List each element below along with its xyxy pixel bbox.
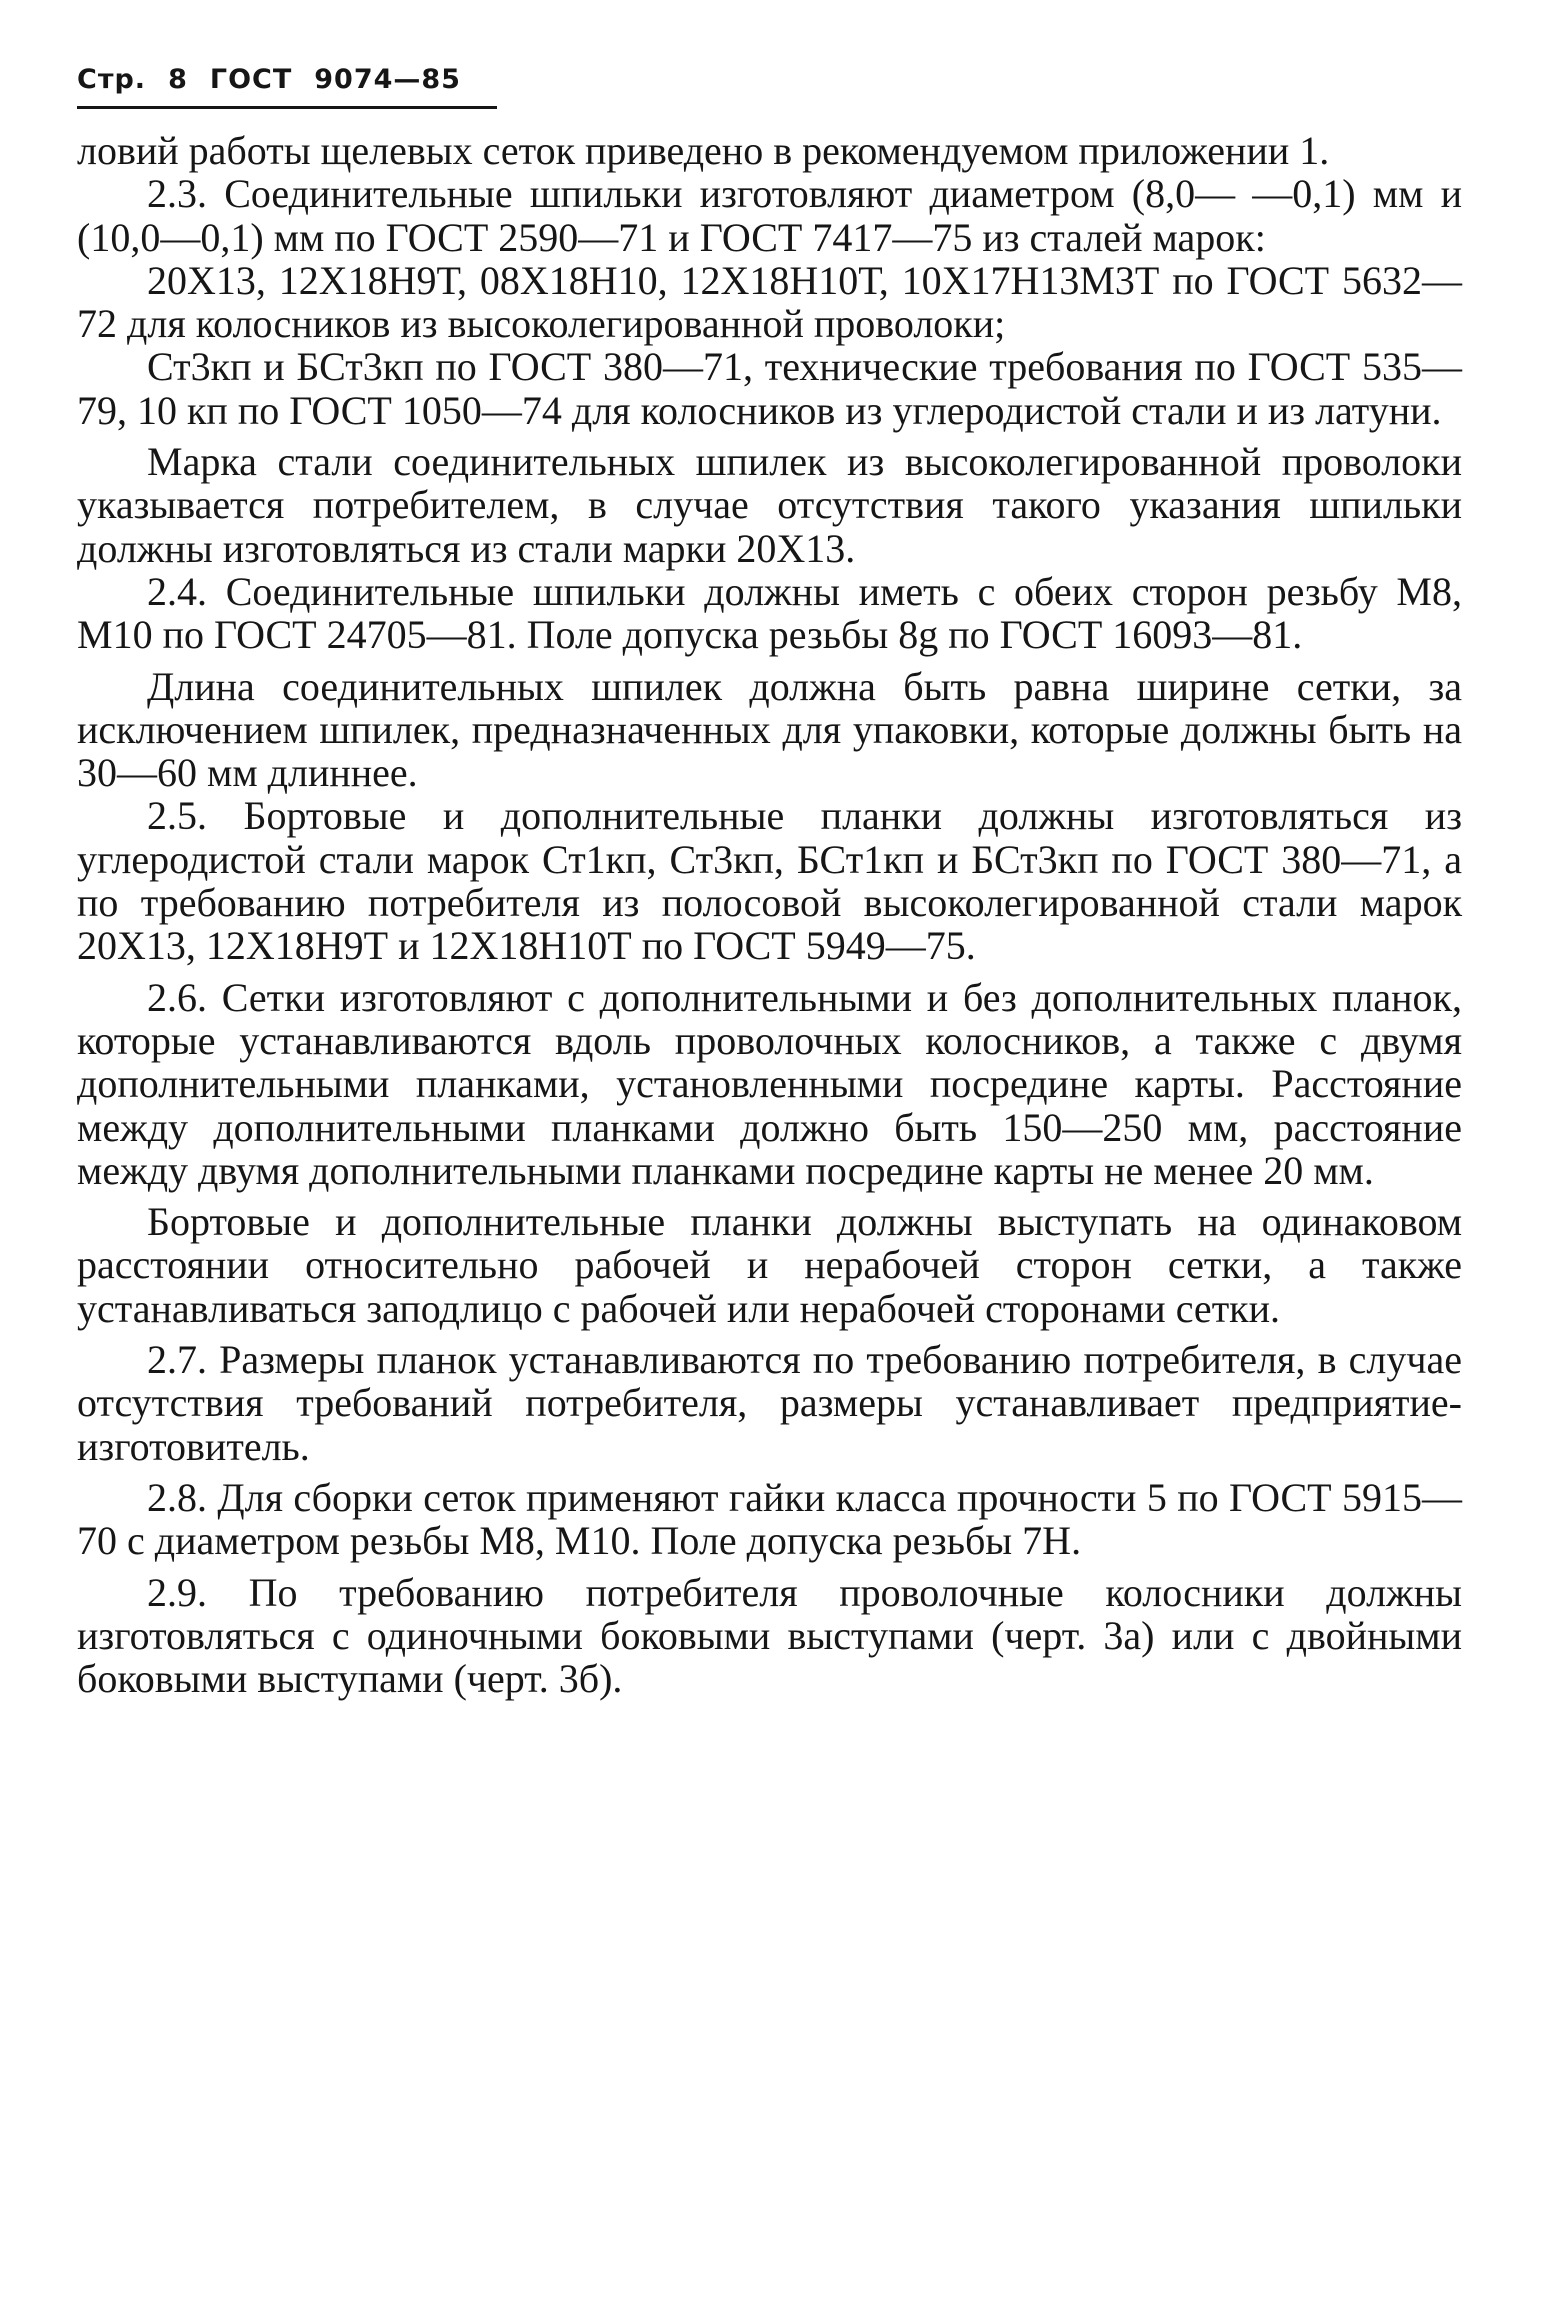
paragraph-stud-length: Длина соединительных шпилек должна быть равна ширине сетки, за исключением шпилек, предназначенных для упаковки, которые должны быть на 30—60 мм длиннее. xyxy=(77,663,1462,796)
page-number: 8 xyxy=(168,64,188,95)
paragraph-steel-grades-high-alloy: 20Х13, 12Х18Н9Т, 08Х18Н10, 12Х18Н10Т, 10Х17Н13М3Т по ГОСТ 5632—72 для колосников из высоколегированной проволоки; xyxy=(77,257,1462,347)
paragraph-steel-grade-note: Марка стали соединительных шпилек из высоколегированной проволоки указывается потребителем, в случае отсутствия такого указания шпильки должны изготовляться из стали марки 20Х13. xyxy=(77,439,1462,571)
paragraph-2-6: 2.6. Сетки изготовляют с дополнительными и без дополнительных планок, которые устанавливаются вдоль проволочных колосников, а также с двумя дополнительными планками, установленными посредине карты. Расстояние между дополнительными планками должно быть 150—250 мм, расстояние между двумя дополнительными планками посредине карты не менее 20 мм. xyxy=(77,974,1462,1193)
header-rule xyxy=(77,106,497,109)
paragraph-2-4: 2.4. Соединительные шпильки должны иметь с обеих сторон резьбу М8, М10 по ГОСТ 24705—81. Поле допуска резьбы 8g по ГОСТ 16093—81. xyxy=(77,568,1462,658)
page-label: Стр. xyxy=(77,64,147,95)
standard-label: ГОСТ xyxy=(209,64,293,95)
document-page xyxy=(77,58,1462,1700)
paragraph-bars-protrusion: Бортовые и дополнительные планки должны выступать на одинаковом расстоянии относительно рабочей и нерабочей сторон сетки, а также устанавливаться заподлицо с рабочей или нерабочей сторонами сетки. xyxy=(77,1199,1462,1331)
paragraph-2-9: 2.9. По требованию потребителя проволочные колосники должны изготовляться с одиночными боковыми выступами (черт. 3а) или с двойными боковыми выступами (черт. 3б). xyxy=(77,1569,1462,1702)
paragraph-2-7: 2.7. Размеры планок устанавливаются по требованию потребителя, в случае отсутствия требований потребителя, размеры устанавливает предприятие-изготовитель. xyxy=(77,1337,1462,1469)
document-body xyxy=(77,129,1462,1700)
paragraph-2-5: 2.5. Бортовые и дополнительные планки должны изготовляться из углеродистой стали марок Ст1кп, Ст3кп, БСт1кп и БСт3кп по ГОСТ 380—71, а по требованию потребителя из полосовой высоколегированной стали марок 20Х13, 12Х18Н9Т и 12Х18Н10Т по ГОСТ 5949—75. xyxy=(77,793,1462,969)
paragraph-continuation: ловий работы щелевых сеток приведено в рекомендуемом приложении 1. xyxy=(77,128,1330,173)
paragraph-steel-grades-carbon: Ст3кп и БСт3кп по ГОСТ 380—71, технические требования по ГОСТ 535—79, 10 кп по ГОСТ 1050—74 для колосников из углеродистой стали и из латуни. xyxy=(77,344,1462,433)
paragraph-2-8: 2.8. Для сборки сеток применяют гайки класса прочности 5 по ГОСТ 5915—70 с диаметром резьбы М8, М10. Поле допуска резьбы 7Н. xyxy=(77,1474,1462,1564)
standard-number: 9074—85 xyxy=(314,64,461,95)
page-header xyxy=(77,58,1462,102)
paragraph-2-3: 2.3. Соединительные шпильки изготовляют диаметром (8,0— —0,1) мм и (10,0—0,1) мм по ГОСТ 2590—71 и ГОСТ 7417—75 из сталей марок: xyxy=(77,171,1462,260)
